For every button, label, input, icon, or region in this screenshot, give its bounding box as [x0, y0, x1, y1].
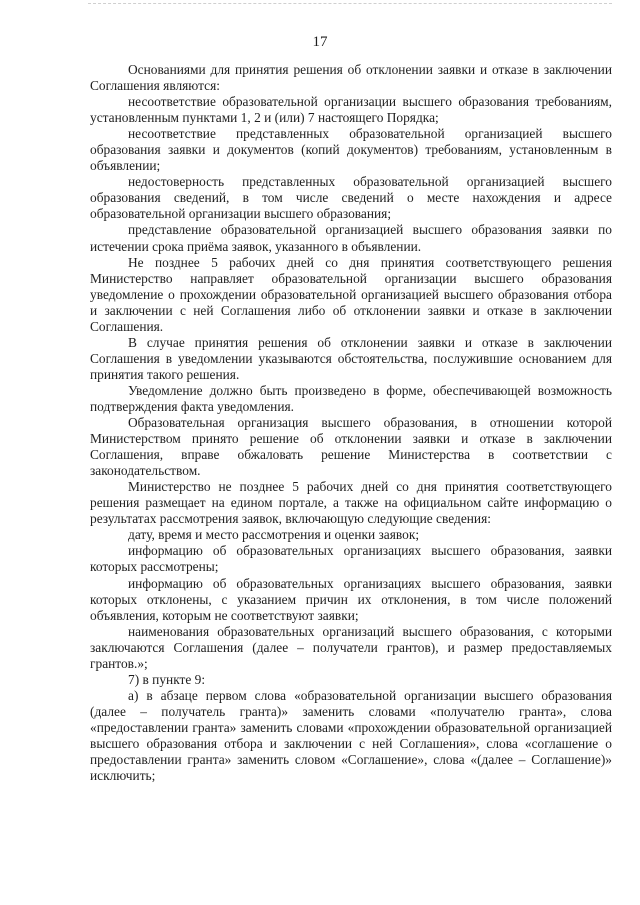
paragraph: Образовательная организация высшего образования, в отношении которой Министерством принято решение об отклонении заявки и отказе в заключении Соглашения, вправе обжаловать решение Министерства в соответствии с законодательством.	[90, 415, 612, 479]
paragraph: наименования образовательных организаций высшего образования, с которыми заключаются Соглашения (далее – получатели грантов), и размер предоставляемых грантов.»;	[90, 623, 612, 671]
document-body	[90, 62, 612, 784]
paragraph: несоответствие образовательной организации высшего образования требованиям, установленным пунктами 1, 2 и (или) 7 настоящего Порядка;	[90, 94, 612, 126]
paragraph: В случае принятия решения об отклонении заявки и отказе в заключении Соглашения в уведомлении указываются обстоятельства, послужившие основанием для принятия такого решения.	[90, 334, 612, 382]
paragraph: несоответствие представленных образовательной организацией высшего образования заявки и документов (копий документов) требованиям, установленным в объявлении;	[90, 126, 612, 174]
paragraph: Основаниями для принятия решения об отклонении заявки и отказе в заключении Соглашения являются:	[90, 62, 612, 94]
paragraph: недостоверность представленных образовательной организацией высшего образования сведений, в том числе сведений о месте нахождения и адресе образовательной организации высшего образования;	[90, 174, 612, 222]
page-number: 17	[312, 34, 328, 50]
paragraph: представление образовательной организацией высшего образования заявки по истечении срока приёма заявок, указанного в объявлении.	[90, 222, 612, 254]
paragraph: 7) в пункте 9:	[128, 671, 206, 687]
paragraph: Уведомление должно быть произведено в форме, обеспечивающей возможность подтверждения факта уведомления.	[90, 382, 612, 414]
scan-top-edge	[88, 3, 612, 6]
paragraph: информацию об образовательных организациях высшего образования, заявки которых рассмотрены;	[90, 543, 612, 575]
paragraph: а) в абзаце первом слова «образовательной организации высшего образования (далее – получатель гранта)» заменить словами «получателю гранта», слова «предоставлении гранта» заменить словами «прохождении образовательной организацией высшего образования отбора и заключении с ней Соглашения», слова «соглашение о предоставлении гранта» заменить словом «Соглашение», слова «(далее – Соглашение)» исключить;	[90, 687, 612, 784]
paragraph: Не позднее 5 рабочих дней со дня принятия соответствующего решения Министерство направляет образовательной организации высшего образования уведомление о прохождении образовательной организацией высшего образования отбора и заключении с ней Соглашения либо об отклонении заявки и отказе в заключении Соглашения.	[90, 254, 612, 334]
paragraph: дату, время и место рассмотрения и оценки заявок;	[128, 527, 420, 543]
paragraph: информацию об образовательных организациях высшего образования, заявки которых отклонены, с указанием причин их отклонения, в том числе положений объявления, которым не соответствуют заявки;	[90, 575, 612, 623]
paragraph: Министерство не позднее 5 рабочих дней со дня принятия соответствующего решения размещает на едином портале, а также на официальном сайте информацию о результатах рассмотрения заявок, включающую следующие сведения:	[90, 479, 612, 527]
